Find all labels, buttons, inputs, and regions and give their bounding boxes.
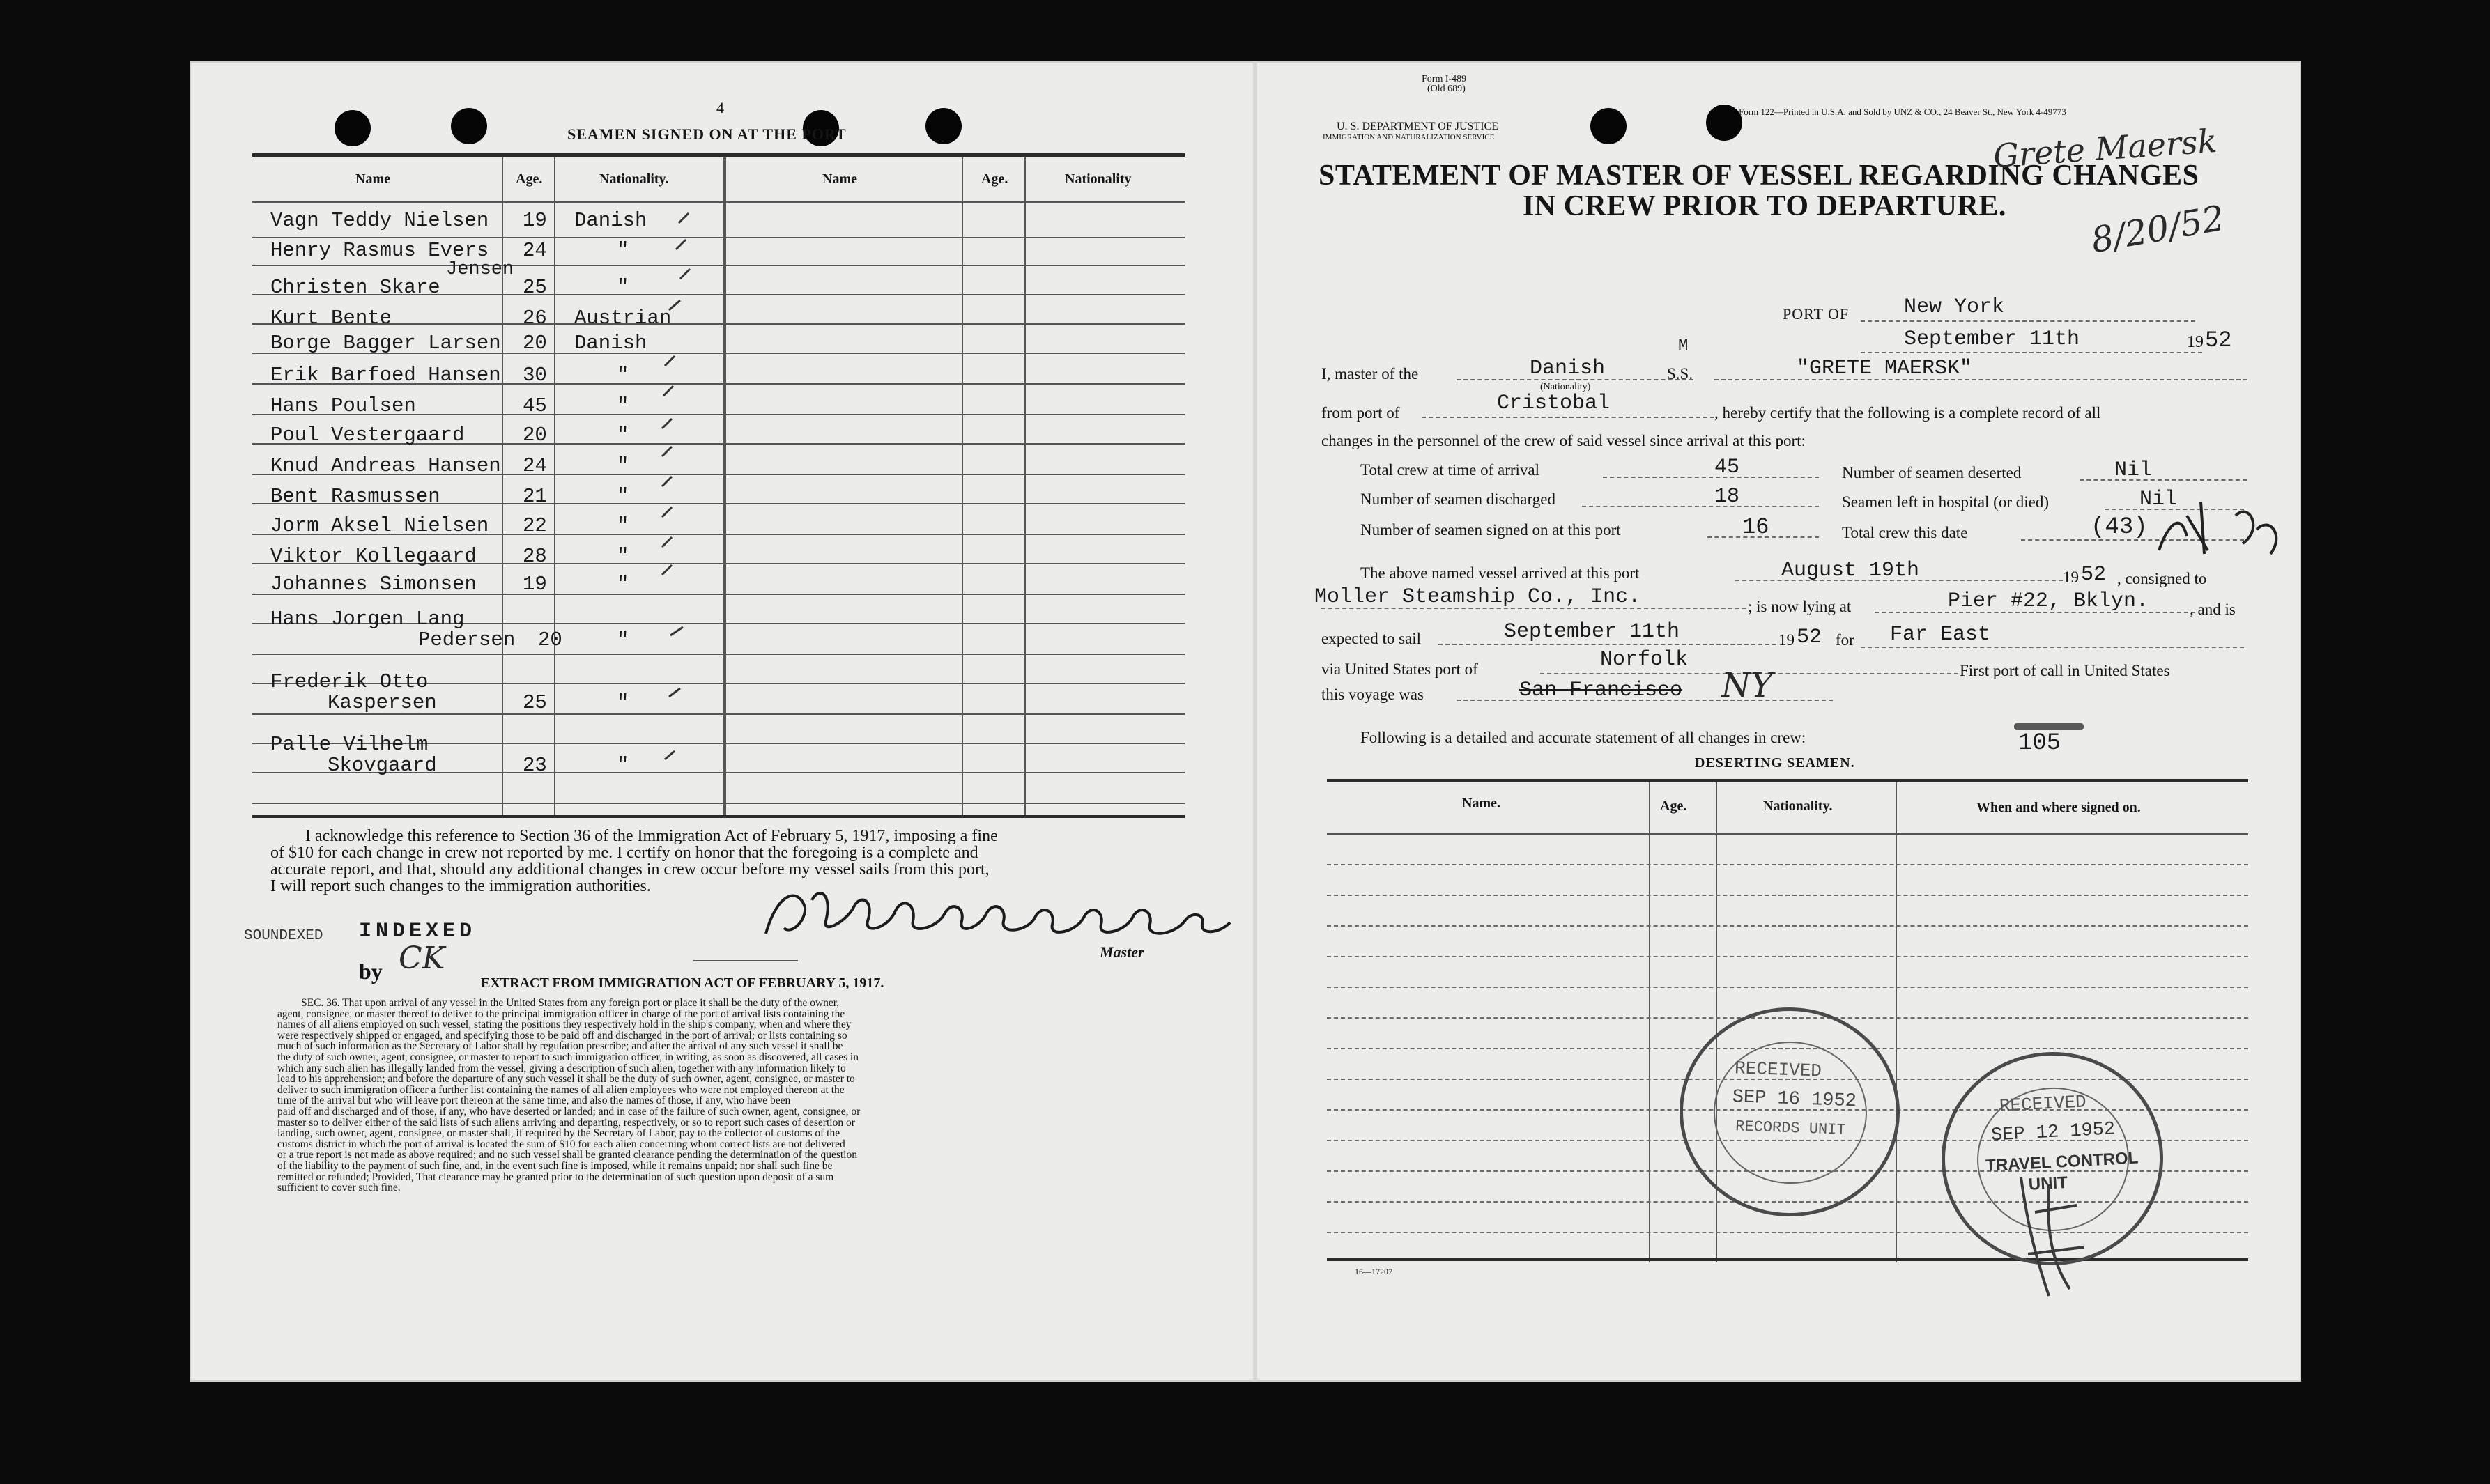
extract-line: paid off and discharged and of those, if any, who have deserted or landed; and in case of the failure of such owner, agent, consignee, or xyxy=(277,1105,861,1118)
certify-text: , hereby certify that the following is a complete record of all xyxy=(1714,404,2101,422)
first-port-correction: NY xyxy=(1721,666,1773,705)
certify-text-2: changes in the personnel of the crew of said vessel since arrival at this port: xyxy=(1321,432,1806,449)
fill-line xyxy=(1457,700,1833,701)
seaman-nationality: " xyxy=(617,364,629,387)
arrived-year: 52 xyxy=(2081,563,2107,587)
seaman-name: Vagn Teddy Nielsen xyxy=(270,209,489,232)
seaman-name-continued: Jensen xyxy=(446,259,514,280)
seaman-age: 19 xyxy=(523,573,547,596)
extract-line: the duty of such owner, agent, consignee, or master to report to such immigration officer, in writing, as soon as discovered, all cases in xyxy=(277,1051,859,1063)
fill-line xyxy=(1707,536,1819,538)
seaman-age: 28 xyxy=(523,545,547,568)
col-divider xyxy=(554,157,555,817)
extract-line: sufficient to cover such fine. xyxy=(277,1182,401,1194)
seaman-age: 20 xyxy=(523,424,547,447)
row-rule xyxy=(1327,925,2248,927)
section-heading: SEAMEN SIGNED ON AT THE PORT xyxy=(567,125,847,143)
master-prefix: I, master of the xyxy=(1321,365,1419,382)
total-date-label: Total crew this date xyxy=(1842,524,1968,541)
extract-line: time of the arrival but who will leave port thereon at the same time, and also the names of those, if any, who have been xyxy=(277,1095,791,1107)
table-bottom-rule xyxy=(1327,1258,2248,1261)
expected-year: 52 xyxy=(1797,626,1822,649)
deserting-heading: DESERTING SEAMEN. xyxy=(1695,755,1855,771)
arrived-label: The above named vessel arrived at this port xyxy=(1360,564,1640,582)
extract-line: landing, such owner, agent, consignee, or master shall, if required by the Secretary of Labor, pay to the collector of customs of the xyxy=(277,1127,840,1140)
seaman-age: 19 xyxy=(523,209,547,232)
total-date-value: (43) xyxy=(2091,514,2148,541)
extract-line: lead to his apprehension; and before the departure of any such vessel it shall be the duty of such owner, agent, consignee, or master to xyxy=(277,1073,855,1085)
extract-body xyxy=(277,998,1197,1193)
stamp-date-text: SEP 16 1952 xyxy=(1732,1087,1857,1113)
expected-label: expected to sail xyxy=(1321,630,1422,647)
year-prefix: 19 xyxy=(2187,333,2204,351)
first-port-value: San Francisco xyxy=(1519,679,1683,702)
seaman-nationality: Austrian xyxy=(574,307,672,330)
seaman-name: Hans Poulsen xyxy=(270,394,416,417)
header-rule xyxy=(252,201,1185,203)
via-label: via United States port of xyxy=(1321,660,1478,678)
seaman-name: Kurt Bente xyxy=(270,307,392,330)
seaman-nationality: " xyxy=(617,754,629,777)
page-fold xyxy=(1253,61,1257,1382)
extract-line: remitted or refunded; Provided, That clearance may be granted prior to the determination of such question upon deposit of a sum xyxy=(277,1170,834,1183)
handwritten-correction xyxy=(2152,488,2291,564)
fill-line xyxy=(2080,479,2247,481)
col-header-nationality-2: Nationality xyxy=(1065,171,1132,187)
row-rule xyxy=(1327,864,2248,865)
deserted-label: Number of seamen deserted xyxy=(1842,464,2022,481)
desert-col-nationality: Nationality. xyxy=(1763,798,1833,814)
check-marks xyxy=(655,209,725,780)
lying-value: Pier #22, Bklyn. xyxy=(1948,589,2149,613)
seaman-name: Christen Skare xyxy=(270,276,440,299)
punch-hole xyxy=(451,108,487,144)
seaman-name: Viktor Kollegaard xyxy=(270,545,477,568)
header-rule xyxy=(1327,833,2248,835)
printer-line: Form 122—Printed in U.S.A. and Sold by UNZ & CO., 24 Beaver St., New York 4-49773 xyxy=(1739,107,2066,117)
acknowledgement-line: I acknowledge this reference to Section 36 of the Immigration Act of February 5, 1917, imposing a fine xyxy=(305,827,998,845)
seaman-age: 23 xyxy=(523,754,547,777)
seaman-nationality: " xyxy=(617,239,629,262)
fill-line xyxy=(1457,379,1693,380)
seaman-age: 25 xyxy=(523,276,547,299)
seaman-age: 24 xyxy=(523,239,547,262)
row-rule xyxy=(1327,956,2248,957)
discharged-value: 18 xyxy=(1714,485,1740,509)
extract-line: much of such information as the Secretary of Labor shall by regulation prescribe; and after the arrival of any such vessel it shall be xyxy=(277,1040,843,1053)
handwritten-vessel-note: Grete Maersk xyxy=(1992,121,2219,176)
seaman-age: 24 xyxy=(523,454,547,477)
seaman-nationality: " xyxy=(617,628,629,651)
consignee-value: Moller Steamship Co., Inc. xyxy=(1314,585,1641,609)
port-value: New York xyxy=(1904,295,2005,319)
col-header-age-2: Age. xyxy=(981,171,1008,187)
seaman-name: Hans Jorgen Lang xyxy=(270,608,465,631)
seaman-nationality: Danish xyxy=(574,209,647,232)
signature-line xyxy=(693,960,798,961)
master-signature xyxy=(756,879,1237,949)
fill-line xyxy=(1438,644,1776,645)
col-header-nationality: Nationality. xyxy=(599,171,669,187)
desert-col-when-where: When and where signed on. xyxy=(1976,800,2141,815)
stamp2-unit-text: TRAVEL CONTROL xyxy=(1985,1148,2139,1175)
fill-line xyxy=(1603,477,1819,478)
punch-hole xyxy=(925,108,962,144)
seaman-name: Jorm Aksel Nielsen xyxy=(270,514,489,537)
punch-hole xyxy=(1706,105,1742,141)
expected-date: September 11th xyxy=(1504,620,1680,644)
form-title-line1: STATEMENT OF MASTER OF VESSEL REGARDING CHANGES xyxy=(1319,160,2199,192)
soundexed-stamp: SOUNDEXED xyxy=(244,928,323,944)
seaman-nationality: " xyxy=(617,485,629,508)
form-number: Form I-489 xyxy=(1422,74,1467,84)
extract-line: master so to deliver either of the said lists of such aliens arriving and departing, respectively, or so to report such cases of desertion or xyxy=(277,1116,855,1129)
stamp2-date-text: SEP 12 1952 xyxy=(1990,1119,2116,1147)
seaman-age: 26 xyxy=(523,307,547,330)
from-port-value: Cristobal xyxy=(1497,392,1611,415)
signed-on-label: Number of seamen signed on at this port xyxy=(1360,521,1621,539)
vessel-type: S.S. xyxy=(1667,365,1693,382)
consigned-label: , consigned to xyxy=(2117,570,2207,587)
extract-line: SEC. 36. That upon arrival of any vessel in the United States from any foreign port or place it shall be the duty of the owner, xyxy=(301,997,840,1009)
record-number-smudge xyxy=(2014,723,2084,730)
and-is-label: , and is xyxy=(2190,601,2236,618)
seaman-name-continued: Kaspersen xyxy=(328,691,437,714)
table-top-rule xyxy=(1327,779,2248,782)
arrived-year-prefix: 19 xyxy=(2063,569,2079,586)
extract-line: customs district in which the port of arrival is located the sum of $10 for each alien concerning whom correct lists are not delivered xyxy=(277,1138,845,1150)
table-bottom-rule xyxy=(252,815,1185,818)
hospital-value: Nil xyxy=(2139,488,2178,511)
col-divider xyxy=(502,157,503,817)
acknowledgement-line: I will report such changes to the immigration authorities. xyxy=(270,877,651,895)
seaman-name-continued: Skovgaard xyxy=(328,754,437,777)
extract-line: of the liability to the payment of such fine, and, in the event such fine is imposed, while it remains unpaid; nor shall such fine be xyxy=(277,1159,833,1172)
extract-line: deliver to such immigration officer a further list containing the names of all alien employees who were not employed thereon at the xyxy=(277,1083,845,1096)
via-port-value: Norfolk xyxy=(1600,648,1689,672)
form-title-line2: IN CREW PRIOR TO DEPARTURE. xyxy=(1523,190,2006,222)
seaman-name-continued: Pedersen xyxy=(418,628,516,651)
seaman-nationality: " xyxy=(617,545,629,568)
form-code: 16—17207 xyxy=(1355,1267,1392,1276)
acknowledgement-line: of $10 for each change in crew not reported by me. I certify on honor that the foregoing is a complete and xyxy=(270,844,978,862)
desert-col-name: Name. xyxy=(1462,796,1500,811)
fill-line xyxy=(1422,417,1714,418)
for-label: for xyxy=(1836,631,1854,649)
extract-line: names of all aliens employed on such vessel, stating the positions they respectively hold in the ship's company, when and where they xyxy=(277,1019,852,1031)
seaman-nationality: " xyxy=(617,394,629,417)
expected-year-prefix: 19 xyxy=(1778,631,1795,649)
col-divider xyxy=(1649,782,1650,1262)
extract-line: or a true report is not made as above required; and no such vessel shall be granted clearance pending the determination of the question xyxy=(277,1149,857,1161)
seaman-name: Knud Andreas Hansen xyxy=(270,454,501,477)
seaman-age: 25 xyxy=(523,691,547,714)
total-arrival-value: 45 xyxy=(1714,456,1740,479)
first-port-label: First port of call in United States xyxy=(1960,662,2170,679)
signed-on-value: 16 xyxy=(1742,514,1769,540)
col-header-name: Name xyxy=(355,171,390,187)
stamp-unit-text: RECORDS UNIT xyxy=(1735,1118,1847,1139)
arrived-date: August 19th xyxy=(1781,559,1920,582)
seaman-name: Borge Bagger Larsen xyxy=(270,332,501,355)
seaman-age: 45 xyxy=(523,394,547,417)
stamp2-unit-text-2: UNIT xyxy=(2028,1173,2068,1194)
seaman-name: Bent Rasmussen xyxy=(270,485,440,508)
seaman-nationality: " xyxy=(617,454,629,477)
total-arrival-label: Total crew at time of arrival xyxy=(1360,461,1540,479)
seaman-age: 21 xyxy=(523,485,547,508)
from-port-label: from port of xyxy=(1321,404,1400,422)
col-divider xyxy=(1024,157,1026,817)
row-rule xyxy=(1327,987,2248,988)
fill-line xyxy=(1861,352,2202,353)
fill-line xyxy=(1321,608,1746,609)
vessel-name: "GRETE MAERSK" xyxy=(1797,357,1973,380)
by-label: by xyxy=(359,959,383,984)
seaman-nationality: " xyxy=(617,573,629,596)
nationality-value: Danish xyxy=(1530,357,1606,380)
table-top-rule xyxy=(252,153,1185,157)
hospital-label: Seamen left in hospital (or died) xyxy=(1842,493,2050,511)
seaman-name: Johannes Simonsen xyxy=(270,573,477,596)
stamp-initials-scribble xyxy=(2007,1170,2105,1310)
seaman-nationality: " xyxy=(617,514,629,537)
date-value: September 11th xyxy=(1904,327,2080,351)
department: U. S. DEPARTMENT OF JUSTICE xyxy=(1337,121,1498,132)
seaman-name: Frederik Otto xyxy=(270,670,429,693)
voyage-label: this voyage was xyxy=(1321,686,1424,703)
seaman-age: 20 xyxy=(523,332,547,355)
stamp2-received-text: RECEIVED xyxy=(1999,1091,2087,1117)
vessel-type-prefix: M xyxy=(1678,337,1689,356)
seaman-age: 20 xyxy=(538,628,562,651)
form-old-number: (Old 689) xyxy=(1427,84,1466,94)
fill-line xyxy=(1875,612,2195,613)
desert-col-age: Age. xyxy=(1660,798,1687,814)
fill-line xyxy=(1582,506,1819,507)
punch-hole xyxy=(335,110,371,146)
col-header-name-2: Name xyxy=(822,171,857,187)
deserted-value: Nil xyxy=(2114,458,2153,482)
record-number: 105 xyxy=(2018,730,2061,757)
following-text: Following is a detailed and accurate statement of all changes in crew: xyxy=(1360,729,1806,746)
row-rule xyxy=(1327,895,2248,896)
seaman-name: Palle Vilhelm xyxy=(270,733,429,756)
extract-title: EXTRACT FROM IMMIGRATION ACT OF FEBRUARY 5, 1917. xyxy=(481,975,884,991)
seaman-nationality: Danish xyxy=(574,332,647,355)
seaman-nationality: " xyxy=(617,691,629,714)
page-number: 4 xyxy=(716,99,724,116)
indexed-stamp: INDEXED xyxy=(359,920,477,943)
seaman-name: Poul Vestergaard xyxy=(270,424,465,447)
indexer-initials: CK xyxy=(399,941,445,976)
discharged-label: Number of seamen discharged xyxy=(1360,490,1555,508)
seaman-age: 30 xyxy=(523,364,547,387)
acknowledgement-line: accurate report, and that, should any additional changes in crew occur before my vessel sails from this port, xyxy=(270,860,990,879)
punch-hole xyxy=(1590,108,1627,144)
row-rule xyxy=(252,803,1185,804)
seaman-age: 22 xyxy=(523,514,547,537)
fill-line xyxy=(1861,320,2195,322)
handwritten-date-note: 8/20/52 xyxy=(2088,197,2228,261)
fill-line xyxy=(1735,580,2063,581)
destination-value: Far East xyxy=(1890,623,1991,647)
seaman-name: Erik Barfoed Hansen xyxy=(270,364,501,387)
extract-line: which any such alien has illegally landed from the vessel, giving a description of such alien, together with any information likely to xyxy=(277,1062,846,1074)
master-label: Master xyxy=(1100,943,1144,961)
service: IMMIGRATION AND NATURALIZATION SERVICE xyxy=(1323,133,1495,141)
nationality-caption: (Nationality) xyxy=(1540,382,1591,392)
seaman-nationality: " xyxy=(617,276,629,299)
lying-label: ; is now lying at xyxy=(1748,598,1852,615)
extract-line: agent, consignee, or master thereof to deliver to the principal immigration officer in charge of the port of arrival lists containing the xyxy=(277,1007,845,1020)
fill-line xyxy=(1714,379,2247,380)
year-value: 52 xyxy=(2205,327,2232,353)
port-label: PORT OF xyxy=(1783,305,1850,323)
col-header-age: Age. xyxy=(516,171,543,187)
extract-line: were respectively shipped or engaged, and specifying those to be paid off and discharged in the port of arrival; or lists containing so xyxy=(277,1029,847,1042)
stamp-received-text: RECEIVED xyxy=(1734,1058,1822,1082)
col-divider xyxy=(962,157,963,817)
col-divider xyxy=(1896,782,1897,1262)
fill-line xyxy=(1861,647,2244,648)
seaman-nationality: " xyxy=(617,424,629,447)
seaman-name: Henry Rasmus Evers xyxy=(270,239,489,262)
